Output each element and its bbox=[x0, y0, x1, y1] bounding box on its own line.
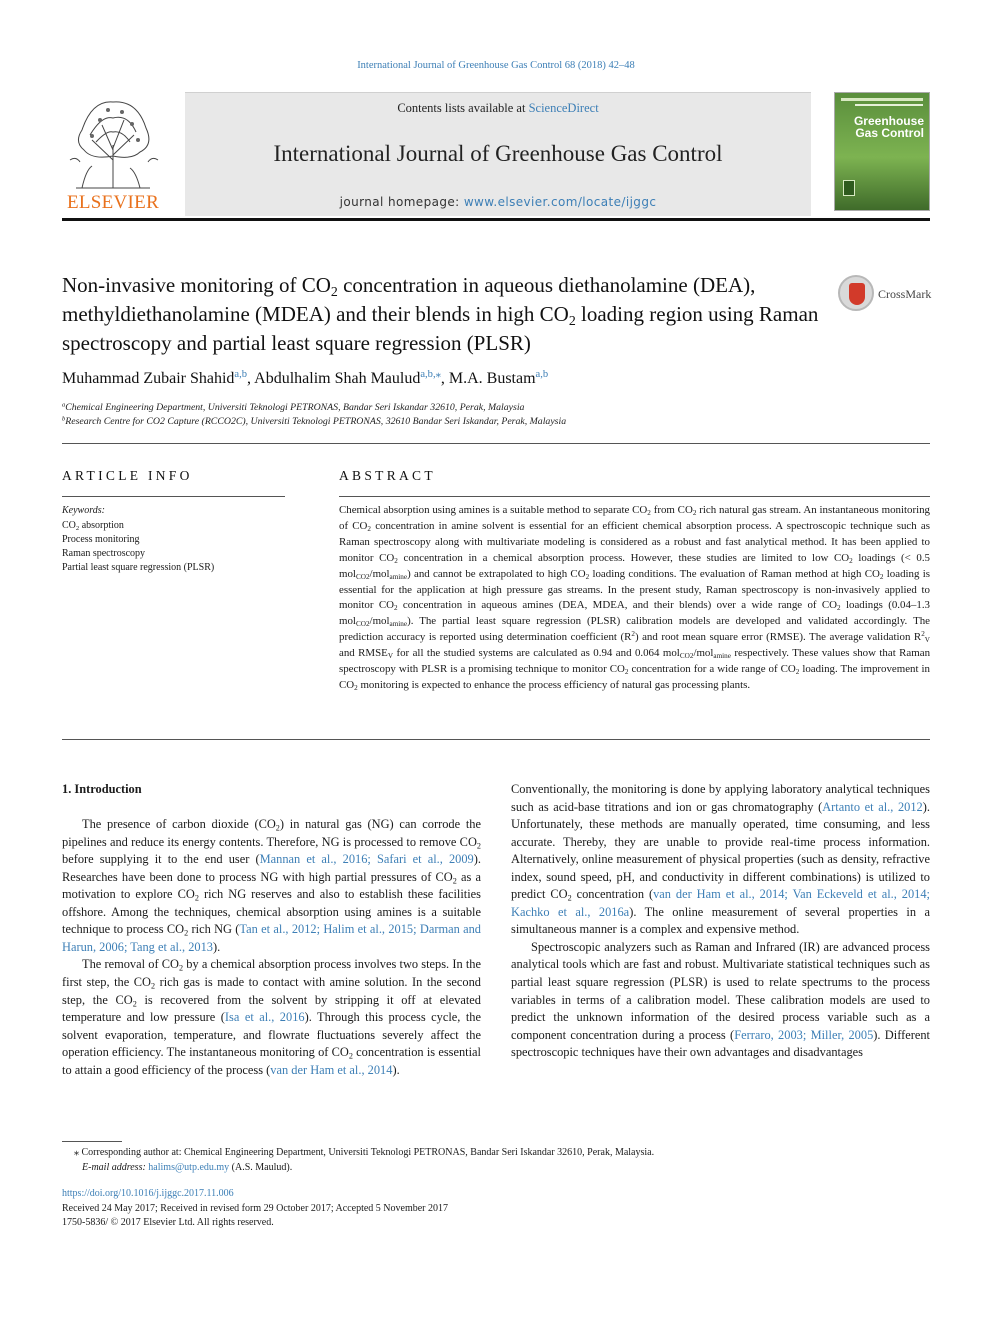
body-paragraph: Conventionally, the monitoring is done by applying laboratory analytical techniques such as acid-base titrations and ion or gas chromatography (Artanto et al., 2012). Unfortunately, these methods are manually operated, time consuming, and less accurate. Thereby, they are unable to provide real-time process information. Alternatively, online measurement of physical properties (such as density, refractive index, sound speed, pH, and conductivity in different combinations) is utilized to predict $CO_2$ concentration (van der Ham et al., 2014; Van Eckeveld et al., 2014; Kachko et al., 2016a). The online measurement of several properties in a simultaneous manner is a complex and expensive method. bbox=[511, 782, 930, 937]
section-heading: 1. Introduction bbox=[62, 782, 142, 796]
copyright-line: 1750-5836/ © 2017 Elsevier Ltd. All rights reserved. bbox=[62, 1217, 274, 1228]
cover-title bbox=[840, 115, 924, 139]
publication-info bbox=[62, 1187, 930, 1231]
author-affiliation-link[interactable]: a,b bbox=[234, 369, 248, 381]
email-note: E-mail address: halims@utp.edu.my (A.S. Maulud). bbox=[82, 1161, 293, 1173]
masthead-rule bbox=[62, 218, 930, 221]
author-name: M.A. Bustam bbox=[448, 370, 536, 387]
corresponding-author-note: ⁎ Corresponding author at: Chemical Engineering Department, Universiti Teknologi PETRONAS, Bandar Seri Iskandar 32610, Perak, Malaysia. bbox=[74, 1147, 655, 1158]
body-paragraph: The removal of $CO_2$ by a chemical absorption process involves two steps. In the first step, the $CO_2$ rich gas is made to contact with amine solution. In the second step, the $CO_2$ is recovered from the solvent by stripping it off at elevated temperature and low pressure (Isa et al., 2016). Through this process cycle, the solvent evaporation, temperature, and flowrate fluctuations severely affect the operation efficiency. The instantaneous monitoring of $CO_2$ concentration is essential to attain a good efficiency of the process (van der Ham et al., 2014). bbox=[62, 957, 482, 1077]
crossmark-icon bbox=[838, 275, 874, 311]
author-name: Muhammad Zubair Shahid bbox=[62, 370, 235, 387]
author-list: Muhammad Zubair Shahid$^{a,b}$, Abdulhalim Shah Maulud$^{a,b,⁎}$, M.A. Bustam$^{a,b}$ bbox=[62, 369, 549, 387]
elsevier-tree-icon bbox=[62, 90, 164, 194]
citation-link[interactable]: van der Ham et al., 2014 bbox=[270, 1062, 393, 1077]
abstract-divider bbox=[62, 739, 930, 740]
author-name: Abdulhalim Shah Maulud bbox=[254, 370, 421, 387]
keyword-item: Partial least square regression (PLSR) bbox=[62, 562, 215, 573]
body-column-left bbox=[62, 781, 481, 1079]
sciencedirect-link[interactable]: ScienceDirect bbox=[528, 101, 599, 115]
affiliation-b: $^b$Research Centre for CO2 Capture (RCCO2C), Universiti Teknologi PETRONAS, 32610 Bandar Seri Iskandar, Perak, Malaysia bbox=[62, 415, 567, 427]
crossmark-badge[interactable] bbox=[838, 275, 938, 315]
journal-name: International Journal of Greenhouse Gas Control bbox=[273, 141, 723, 166]
keyword-item: $CO_2$ absorption bbox=[62, 520, 124, 532]
article-info-rule bbox=[62, 496, 285, 497]
article-title: Non-invasive monitoring of $CO_2$ concentration in aqueous diethanolamine (DEA), methyldiethanolamine (MDEA) and their blends in high $CO_2$ loading region using Raman spectroscopy and partial least square regression (PLSR) bbox=[62, 273, 819, 355]
citation-link[interactable]: Mannan et al., 2016; Safari et al., 2009 bbox=[259, 852, 474, 867]
homepage-prefix: journal homepage: bbox=[339, 195, 464, 209]
citation-link[interactable]: Isa et al., 2016 bbox=[224, 1010, 305, 1025]
journal-cover-thumbnail[interactable] bbox=[834, 92, 930, 211]
author-affiliation-link[interactable]: a,b bbox=[535, 369, 549, 381]
citation-link[interactable]: Ferraro, 2003; Miller, 2005 bbox=[734, 1027, 874, 1042]
citation-link[interactable]: Artanto et al., 2012 bbox=[822, 799, 923, 814]
email-link[interactable]: halims@utp.edu.my bbox=[148, 1161, 230, 1173]
keywords-label: Keywords: bbox=[62, 505, 105, 516]
cover-title-line2: Gas Control bbox=[855, 126, 924, 140]
contents-available-line bbox=[185, 101, 811, 116]
footnote-rule bbox=[62, 1141, 122, 1142]
article-info-heading: ARTICLE INFO bbox=[62, 468, 193, 483]
abstract-rule bbox=[339, 496, 930, 497]
body-paragraph: The presence of carbon dioxide $(CO_2)$ in natural gas (NG) can corrode the pipelines and reduce its energy contents. Therefore, NG is processed to remove $CO_2$ before supplying it to the end user (Mannan et al., 2016; Safari et al., 2009). Researches have been done to process NG with high partial pressures of $CO_2$ as a motivation to explore $CO_2$ rich NG reserves and also to establish these facilities offshore. Among the techniques, chemical absorption using amines is a suitable technique to process $CO_2$ rich NG (Tan et al., 2012; Halim et al., 2015; Darman and Harun, 2006; Tang et al., 2013). bbox=[62, 817, 481, 954]
body-paragraph: Spectroscopic analyzers such as Raman and Infrared (IR) are advanced process analytical tools which are fast and robust. Multivariate statistical techniques such as partial least square regression (PLSR) is used to relate spectrums to the process variables in terms of a calibration model. These calibration models are used to predict the unknown information of the desired process variable such as a component concentration during a process (Ferraro, 2003; Miller, 2005). Different spectroscopic techniques have their own advantages and disadvantages bbox=[511, 939, 930, 1060]
footnotes bbox=[62, 1146, 930, 1175]
keyword-item: Raman spectroscopy bbox=[62, 548, 146, 559]
contents-prefix: Contents lists available at bbox=[397, 101, 529, 115]
journal-masthead bbox=[185, 92, 811, 216]
cover-thin-stripe bbox=[855, 104, 923, 106]
doi-link[interactable]: https://doi.org/10.1016/j.ijggc.2017.11.006 bbox=[62, 1188, 234, 1199]
citation-link[interactable]: van der Ham et al., 2014; Van Eckeveld et al., 2014; Kachko et al., 2016a bbox=[511, 887, 930, 919]
crossmark-label: CrossMark bbox=[878, 287, 932, 301]
received-dates: Received 24 May 2017; Received in revised form 29 October 2017; Accepted 5 November 2017 bbox=[62, 1202, 449, 1214]
keyword-item: Process monitoring bbox=[62, 534, 140, 545]
journal-reference[interactable]: International Journal of Greenhouse Gas Control 68 (2018) 42–48 bbox=[357, 60, 635, 71]
elsevier-logo[interactable] bbox=[62, 90, 164, 214]
cover-badge-icon bbox=[843, 180, 855, 196]
author-affiliation-link[interactable]: a,b,⁎ bbox=[420, 369, 441, 381]
citation-link[interactable]: Tan et al., 2012; Halim et al., 2015; Darman and Harun, 2006; Tang et al., 2013 bbox=[62, 922, 481, 954]
header-divider bbox=[62, 443, 930, 444]
cover-stripe bbox=[841, 98, 923, 101]
homepage-link[interactable]: www.elsevier.com/locate/ijggc bbox=[463, 195, 657, 209]
journal-homepage-line bbox=[185, 195, 811, 209]
keyword-list bbox=[62, 519, 214, 575]
abstract-text: Chemical absorption using amines is a suitable method to separate $CO_2$ from $CO_2$ rich natural gas stream. An instantaneous monitoring of $CO_2$ concentration in amine solvent is essential for an efficient chemical absorption process. A spectroscopic technique such as Raman spectroscopy along with multivariate modeling is considered as a robust and fast analytical method. It has been applied to monitor $CO_2$ concentration in a chemical absorption process. However, these studies are limited to low $CO_2$ loadings (< 0.5 mol$_{CO2}$/mol$_{amine}$) and cannot be extrapolated to high $CO_2$ loading conditions. The evaluation of Raman method at high $CO_2$ loading is essential for the application at high pressure gas streams. In the present study, Raman spectroscopy is non-invasively applied to monitor $CO_2$ concentration in aqueous amines (DEA, MDEA, and their blends) over a wide range of $CO_2$ loadings (0.04–1.3 mol$_{CO2}$/mol$_{amine}$). The partial least square regression (PLSR) calibration models are developed and validated accordingly. The prediction accuracy is reported using determination coefficient $(R^2)$ and root mean square error (RMSE). The average validation $R^2_V$ and $RMSE_V$ for all the studied systems are calculated as 0.94 and 0.064 mol$_{CO2}$/mol$_{amine}$ respectively. These values show that Raman spectroscopy with PLSR is a promising technique to monitor $CO_2$ concentration for a wide range of $CO_2$ loading. The improvement in $CO_2$ monitoring is expected to enhance the process efficiency of natural gas processing plants. bbox=[339, 504, 931, 693]
body-column-right bbox=[511, 781, 930, 1062]
affiliation-a: $^a$Chemical Engineering Department, Universiti Teknologi PETRONAS, Bandar Seri Iskandar 32610, Perak, Malaysia bbox=[62, 401, 525, 413]
cover-title-line1: Greenhouse bbox=[853, 114, 924, 128]
elsevier-wordmark: ELSEVIER bbox=[66, 192, 160, 213]
abstract-heading: ABSTRACT bbox=[339, 468, 436, 483]
